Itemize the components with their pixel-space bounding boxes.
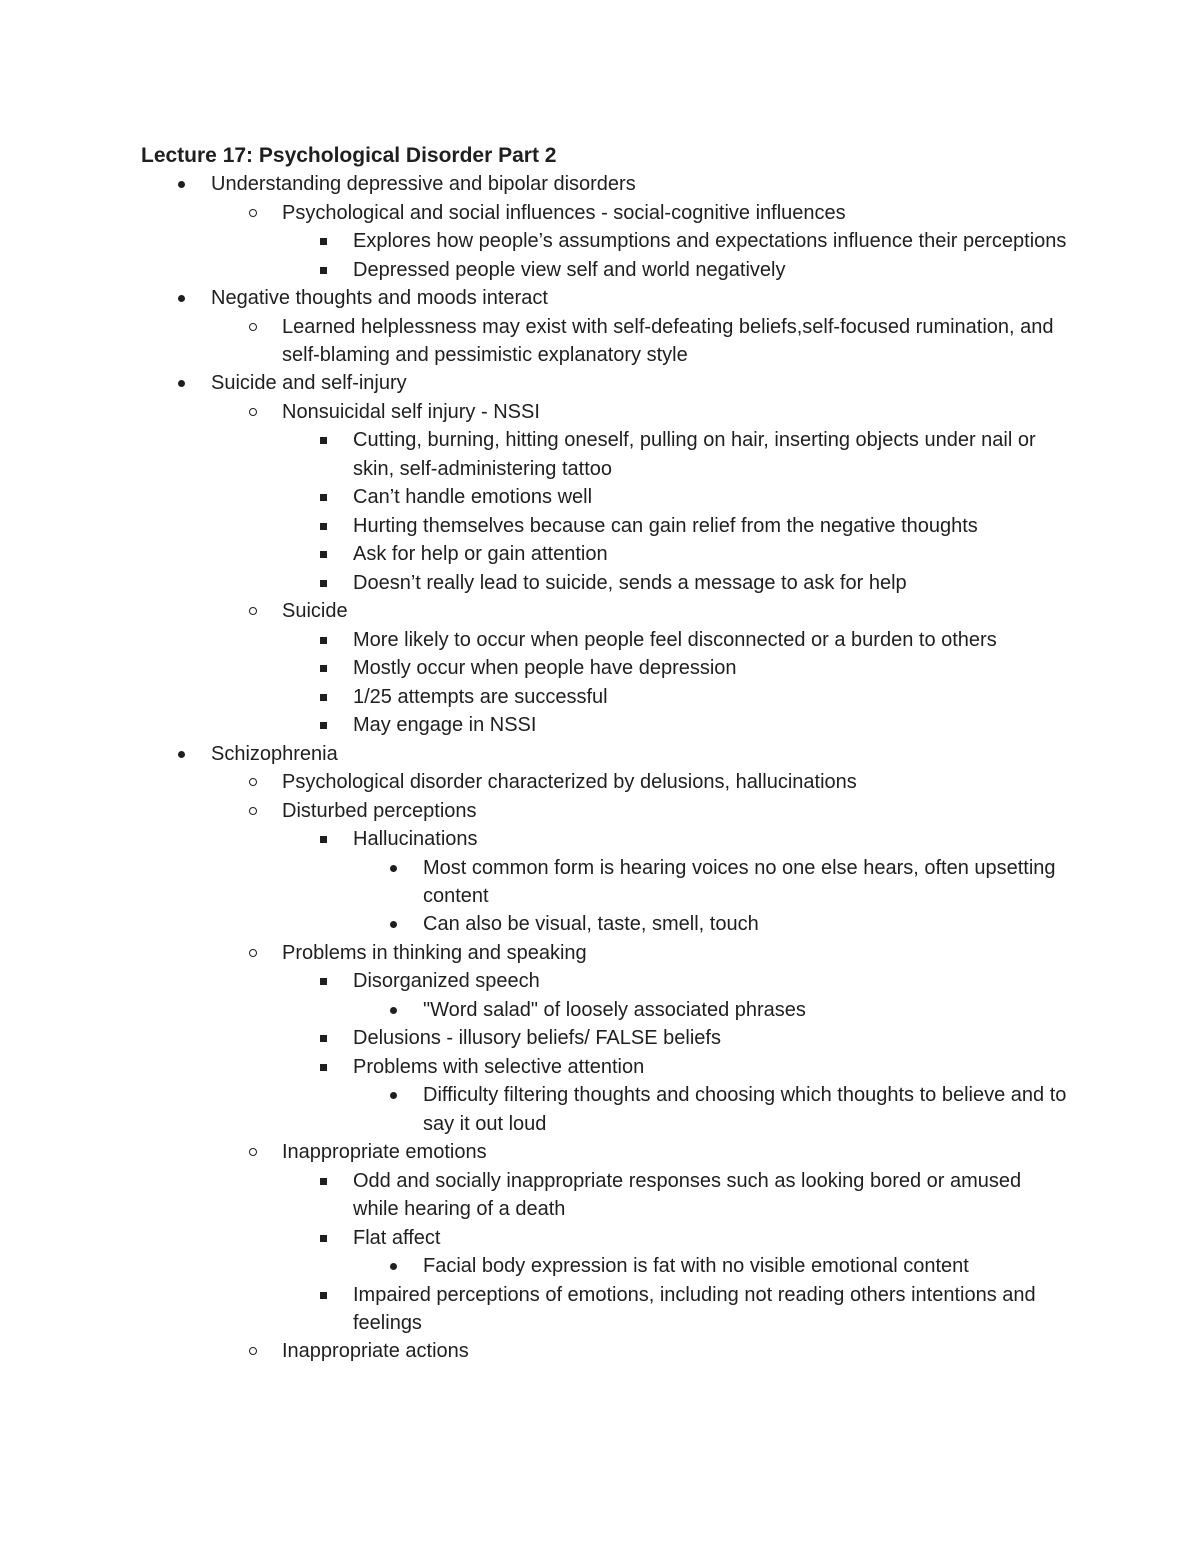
bullet-square-icon: [320, 1167, 350, 1195]
list-item: [353, 1024, 1071, 1052]
bullet-circle-icon: [249, 768, 279, 796]
list-item: [211, 170, 1071, 198]
bullet-square-icon: [320, 483, 350, 511]
bullet-circle-icon: [249, 313, 279, 341]
list-item-text: Explores how people’s assumptions and expectations influence their perceptions: [353, 230, 1067, 252]
list-item-text: Negative thoughts and moods interact: [211, 287, 548, 309]
list-item: [423, 854, 1071, 911]
bullet-square-icon: [320, 1224, 350, 1252]
list-item-text: Understanding depressive and bipolar disorders: [211, 173, 636, 195]
list-item-text: Can’t handle emotions well: [353, 486, 593, 509]
bullet-dot-icon: [390, 854, 420, 882]
list-item-text: Inappropriate emotions: [282, 1141, 487, 1164]
bullet-square-icon: [320, 1053, 350, 1081]
list-item-text: Difficulty filtering thoughts and choosing which thoughts to believe and to say it out loud: [423, 1084, 1067, 1135]
bullet-square-icon: [320, 540, 350, 568]
list-item-text: Problems with selective attention: [353, 1055, 645, 1078]
bullet-dot-icon: [390, 910, 420, 938]
list-item: [353, 426, 1071, 483]
list-item: [282, 797, 1072, 825]
bullet-circle-icon: [249, 1138, 279, 1166]
list-item: [353, 1281, 1071, 1338]
list-item-text: Ask for help or gain attention: [353, 543, 608, 566]
bullet-dot-icon: [178, 369, 208, 397]
bullet-square-icon: [320, 256, 350, 284]
bullet-square-icon: [320, 426, 350, 454]
list-item: [353, 483, 1071, 511]
list-item-text: Flat affect: [353, 1226, 441, 1249]
list-item: [211, 284, 1071, 312]
bullet-square-icon: [320, 227, 350, 255]
list-item: [211, 369, 1071, 397]
list-item: [423, 910, 1071, 938]
bullet-dot-icon: [390, 996, 420, 1024]
list-item: [282, 768, 1072, 796]
list-item: [282, 1337, 1072, 1365]
list-item-text: "Word salad" of loosely associated phrases: [423, 998, 806, 1021]
bullet-circle-icon: [249, 199, 279, 227]
bullet-square-icon: [320, 654, 350, 682]
list-item-text: Learned helplessness may exist with self-defeating beliefs,self-focused rumination, and self-blaming and pessimistic explanatory style: [282, 315, 1054, 366]
bullet-square-icon: [320, 711, 350, 739]
bullet-square-icon: [320, 825, 350, 853]
list-item-text: 1/25 attempts are successful: [353, 685, 608, 708]
list-item: [211, 740, 1071, 768]
bullet-square-icon: [320, 626, 350, 654]
bullet-square-icon: [320, 967, 350, 995]
list-item: [282, 939, 1072, 967]
list-item-text: Facial body expression is fat with no visible emotional content: [423, 1255, 969, 1277]
list-item: [282, 199, 1072, 227]
list-item: [282, 1138, 1072, 1166]
list-item: [353, 227, 1071, 255]
list-item-text: Mostly occur when people have depression: [353, 657, 737, 680]
list-item-text: More likely to occur when people feel disconnected or a burden to others: [353, 628, 997, 651]
list-item-text: Depressed people view self and world negatively: [353, 258, 786, 281]
bullet-dot-icon: [390, 1252, 420, 1280]
bullet-circle-icon: [249, 1337, 279, 1365]
page-title: Lecture 17: Psychological Disorder Part 2: [141, 144, 557, 167]
list-item: [353, 967, 1071, 995]
list-item-text: Disorganized speech: [353, 970, 540, 993]
list-item-text: Hallucinations: [353, 828, 478, 851]
list-item: [353, 825, 1071, 853]
list-item-text: Impaired perceptions of emotions, including not reading others intentions and feelings: [353, 1283, 1036, 1334]
list-item: [353, 256, 1071, 284]
list-item-text: Schizophrenia: [211, 742, 338, 765]
list-item: [353, 683, 1071, 711]
list-item-text: Suicide and self-injury: [211, 372, 407, 395]
list-item-text: Most common form is hearing voices no one else hears, often upsetting content: [423, 856, 1056, 907]
bullet-square-icon: [320, 1024, 350, 1052]
list-item: [353, 540, 1071, 568]
list-item: [353, 569, 1071, 597]
bullet-circle-icon: [249, 398, 279, 426]
list-item: [423, 996, 1071, 1024]
list-item-text: Odd and socially inappropriate responses such as looking bored or amused while hearing of a death: [353, 1169, 1022, 1220]
list-item-text: Disturbed perceptions: [282, 799, 477, 822]
list-item: [353, 711, 1071, 739]
list-item: [353, 1224, 1071, 1252]
list-item-text: Delusions - illusory beliefs/ FALSE beliefs: [353, 1027, 721, 1050]
list-item-text: Problems in thinking and speaking: [282, 941, 587, 964]
bullet-square-icon: [320, 512, 350, 540]
list-item-text: Inappropriate actions: [282, 1340, 469, 1363]
list-item-text: Psychological disorder characterized by delusions, hallucinations: [282, 771, 857, 794]
bullet-circle-icon: [249, 597, 279, 625]
bullet-dot-icon: [178, 170, 208, 198]
list-item-text: Cutting, burning, hitting oneself, pulling on hair, inserting objects under nail or skin, self-administering tattoo: [353, 429, 1036, 480]
list-item-text: Psychological and social influences - social-cognitive influences: [282, 201, 846, 224]
list-item: [353, 512, 1071, 540]
bullet-square-icon: [320, 569, 350, 597]
list-item: [353, 654, 1071, 682]
list-item-text: Suicide: [282, 600, 348, 623]
bullet-dot-icon: [390, 1081, 420, 1109]
list-item: [423, 1252, 1071, 1280]
list-item-text: May engage in NSSI: [353, 714, 537, 737]
list-item-text: Nonsuicidal self injury - NSSI: [282, 400, 540, 423]
bullet-dot-icon: [178, 284, 208, 312]
list-item: [282, 313, 1072, 370]
list-item-text: Doesn’t really lead to suicide, sends a message to ask for help: [353, 571, 907, 594]
list-item-text: Can also be visual, taste, smell, touch: [423, 913, 759, 936]
list-item-text: Hurting themselves because can gain relief from the negative thoughts: [353, 514, 978, 537]
bullet-dot-icon: [178, 740, 208, 768]
list-item: [353, 1167, 1071, 1224]
list-item: [423, 1081, 1071, 1138]
bullet-circle-icon: [249, 797, 279, 825]
list-item: [353, 626, 1071, 654]
list-item: [282, 597, 1072, 625]
bullet-circle-icon: [249, 939, 279, 967]
bullet-square-icon: [320, 1281, 350, 1309]
list-item: [353, 1053, 1071, 1081]
bullet-square-icon: [320, 683, 350, 711]
list-item: [282, 398, 1072, 426]
